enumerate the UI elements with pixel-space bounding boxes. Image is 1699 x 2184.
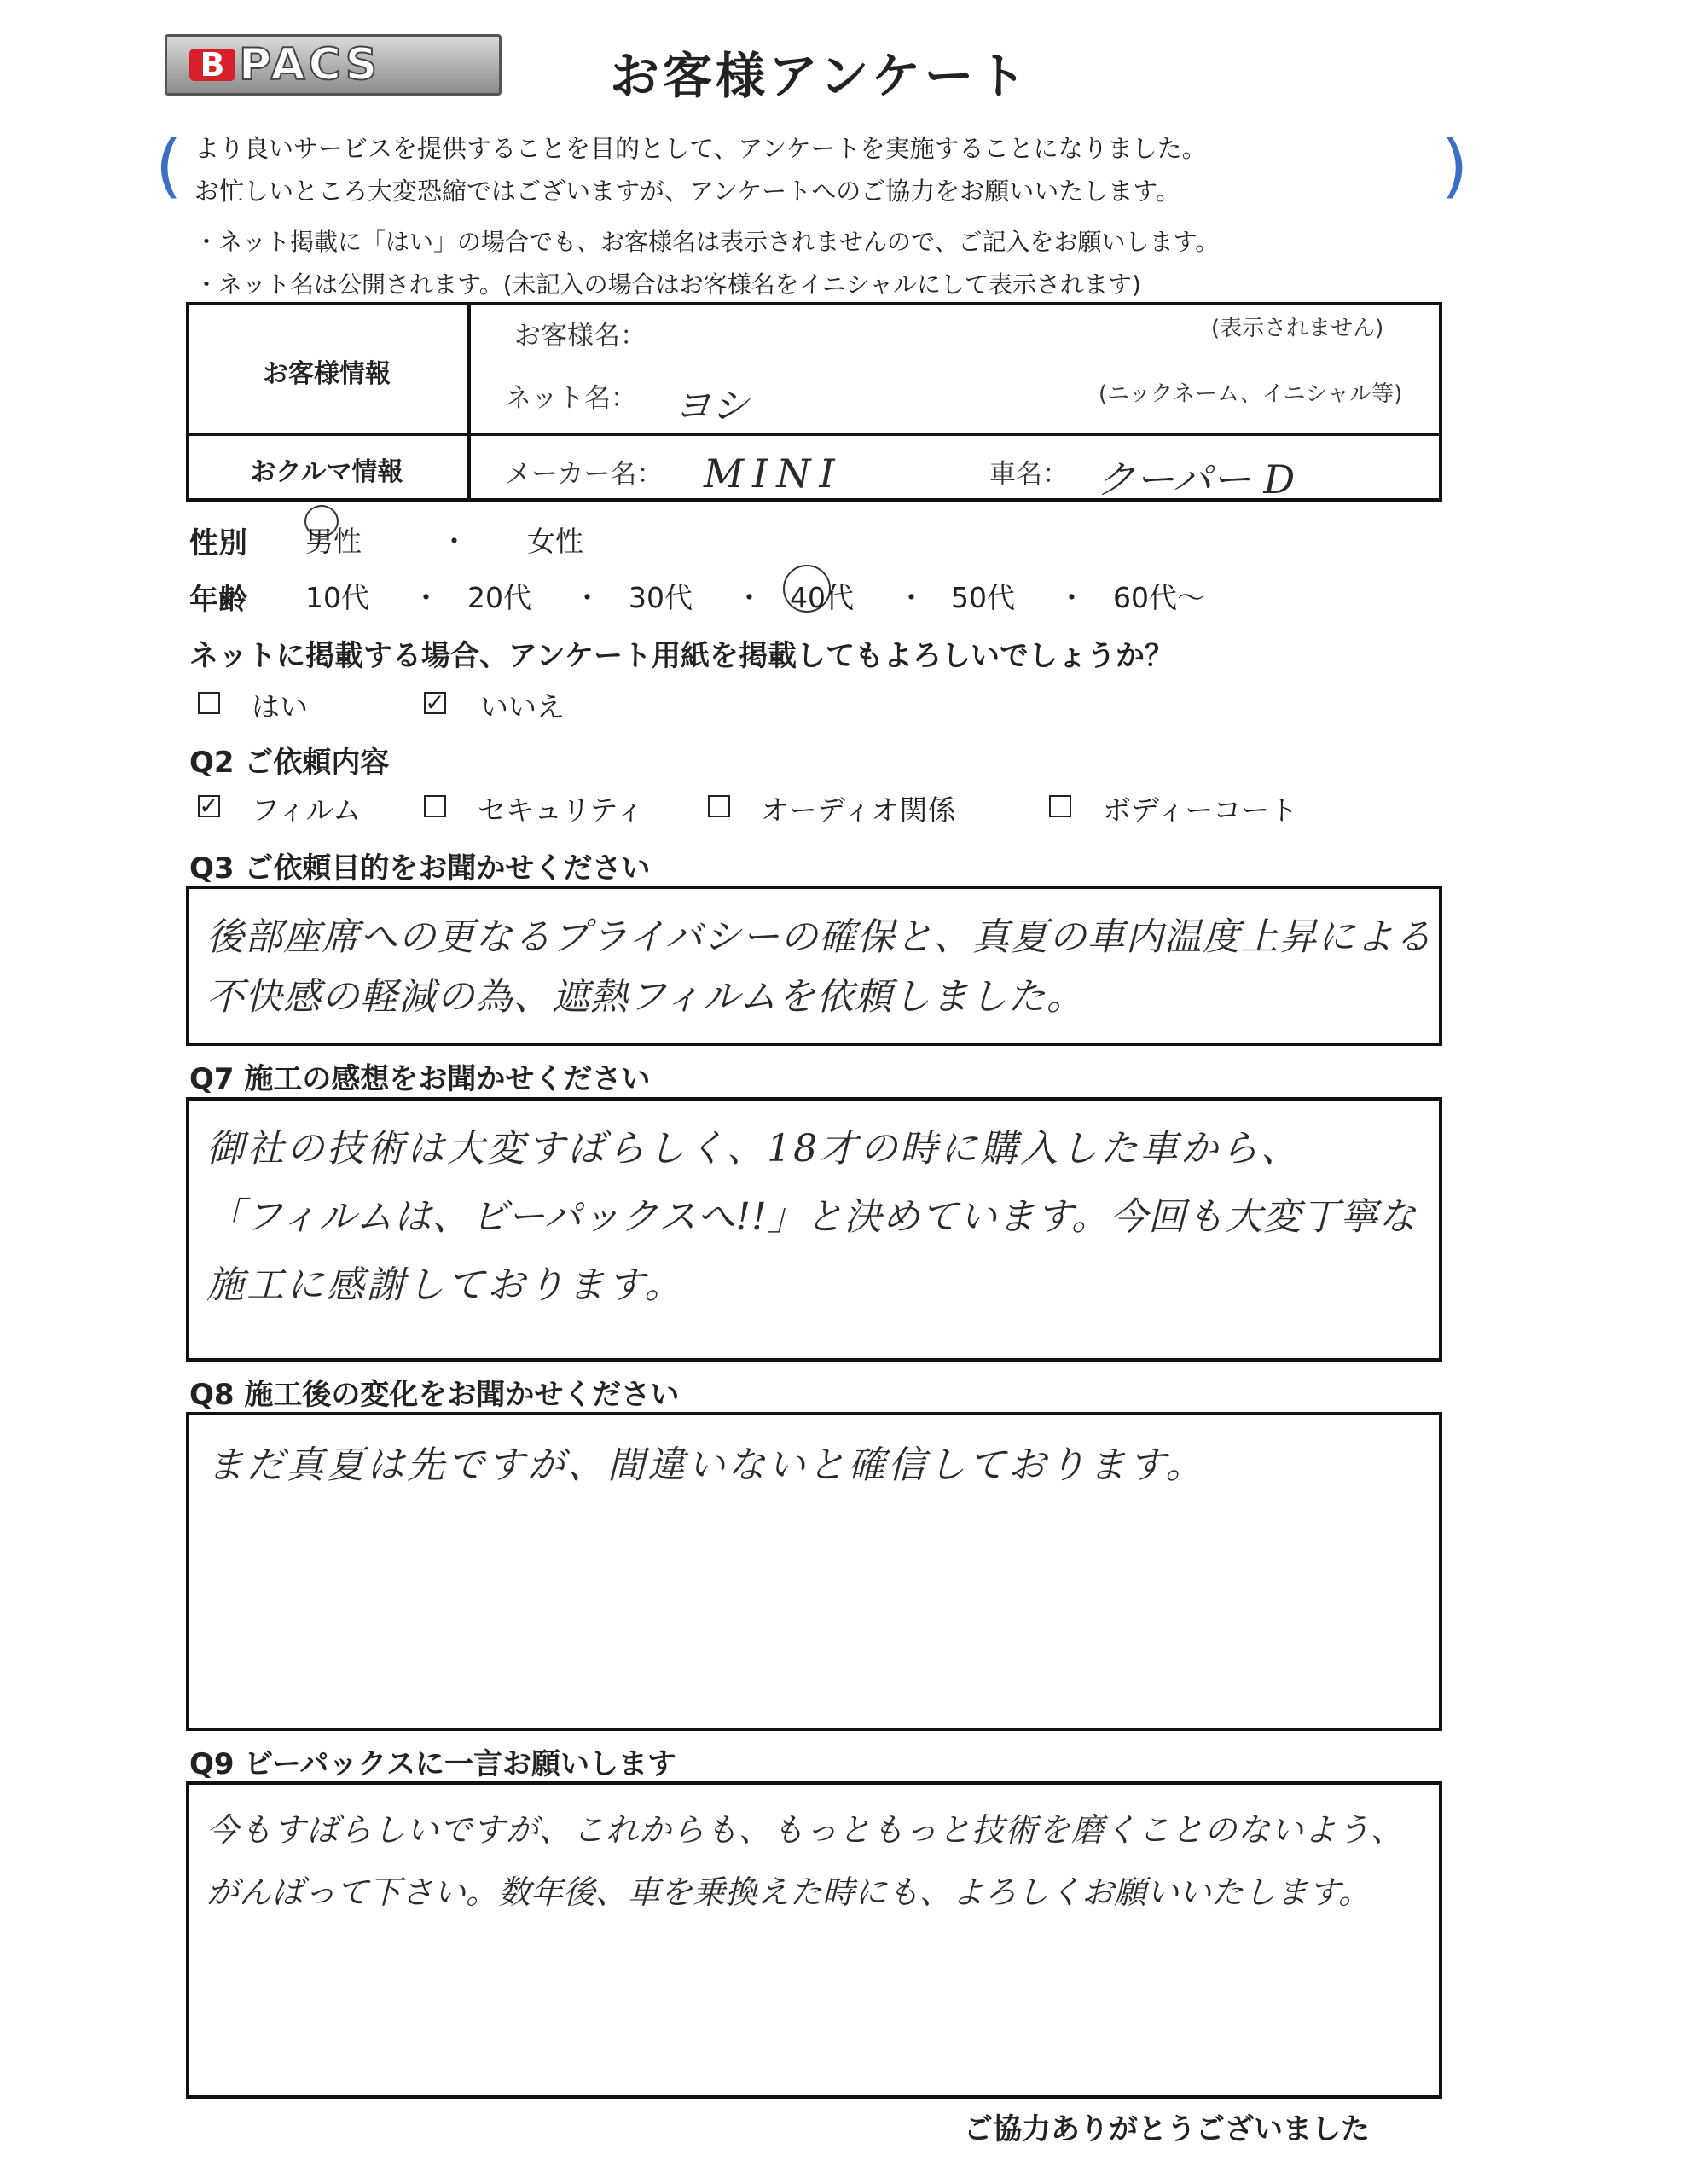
q2-bodycoat-label: ボディーコート bbox=[1103, 793, 1298, 827]
q2-audio-label: オーディオ関係 bbox=[761, 793, 956, 827]
q9-answer-line: がんばって下さい。数年後、車を乗換えた時にも、よろしくお願いいたします。 bbox=[206, 1873, 1371, 1911]
right-bracket-icon: ) bbox=[1441, 126, 1469, 206]
gender-option-female[interactable]: 女性 bbox=[527, 525, 583, 558]
net-name-note: (ニックネーム、イニシャル等) bbox=[1099, 381, 1403, 407]
logo-text: PACS bbox=[239, 39, 381, 90]
maker-label: メーカー名： bbox=[505, 459, 664, 490]
q3-answer-box[interactable] bbox=[186, 886, 1442, 1046]
q2-security-label: セキュリティ bbox=[478, 793, 644, 827]
publish-yes-label: はい bbox=[252, 690, 308, 723]
net-name-value[interactable]: ヨシ bbox=[674, 385, 749, 428]
q9-heading: Q9 ビーパックスに一言お願いします bbox=[189, 1747, 676, 1781]
gender-label: 性別 bbox=[189, 526, 247, 561]
age-separator: ・ bbox=[897, 581, 925, 614]
age-option-60s-plus[interactable]: 60代〜 bbox=[1113, 581, 1205, 614]
age-option-20s[interactable]: 20代 bbox=[467, 581, 531, 614]
intro-line-2: お忙しいところ大変恐縮ではございますが、アンケートへのご協力をお願いいたします。 bbox=[194, 177, 1180, 206]
q7-heading: Q7 施工の感想をお聞かせください bbox=[189, 1062, 651, 1096]
q2-security-checkbox[interactable] bbox=[424, 795, 446, 817]
gender-option-male[interactable]: 男性 bbox=[305, 525, 362, 558]
q2-audio-checkbox[interactable] bbox=[708, 795, 730, 817]
table-divider-vertical bbox=[467, 302, 471, 502]
age-option-30s[interactable]: 30代 bbox=[629, 581, 693, 614]
q3-heading: Q3 ご依頼目的をお聞かせください bbox=[189, 851, 651, 886]
q7-answer-line: 御社の技術は大変すばらしく、18才の時に購入した車から、 bbox=[206, 1127, 1302, 1170]
table-divider-horizontal bbox=[186, 433, 1442, 436]
left-bracket-icon: ( bbox=[155, 126, 183, 206]
q2-film-checkbox[interactable]: ✓ bbox=[199, 792, 219, 820]
q2-film-label: フィルム bbox=[252, 793, 362, 827]
age-separator: ・ bbox=[735, 581, 763, 614]
q3-answer-line: 不快感の軽減の為、遮熱フィルムを依頼しました。 bbox=[206, 975, 1085, 1019]
gender-separator: ・ bbox=[440, 525, 468, 558]
publish-question: ネットに掲載する場合、アンケート用紙を掲載してもよろしいでしょうか？ bbox=[189, 639, 1174, 673]
intro-line-1: より良いサービスを提供することを目的として、アンケートを実施することになりました。 bbox=[194, 134, 1207, 163]
net-name-label: ネット名： bbox=[505, 383, 637, 414]
bpacs-logo bbox=[165, 34, 502, 96]
q2-bodycoat-checkbox[interactable] bbox=[1049, 795, 1071, 817]
customer-info-label: お客様情報 bbox=[263, 359, 391, 389]
customer-name-label: お客様名： bbox=[514, 321, 647, 351]
note-1: ・ネット掲載に「はい」の場合でも、お客様名は表示されませんので、ご記入をお願いします。 bbox=[194, 228, 1220, 256]
q8-answer-box[interactable] bbox=[186, 1412, 1442, 1731]
car-info-label: おクルマ情報 bbox=[250, 457, 403, 487]
q9-answer-box[interactable] bbox=[186, 1781, 1442, 2099]
q7-answer-line: 施工に感謝しております。 bbox=[206, 1263, 685, 1307]
q9-answer-line: 今もすばらしいですが、これからも、もっともっと技術を磨くことのないよう、 bbox=[206, 1811, 1405, 1849]
age-option-50s[interactable]: 50代 bbox=[951, 581, 1015, 614]
q7-answer-line: 「フィルムは、ビーパックスへ!!」と決めています。今回も大変丁寧な bbox=[206, 1195, 1418, 1239]
age-separator: ・ bbox=[1058, 581, 1086, 614]
publish-no-label: いいえ bbox=[480, 690, 565, 723]
age-separator: ・ bbox=[573, 581, 601, 614]
thanks-message: ご協力ありがとうございました bbox=[964, 2112, 1370, 2146]
age-option-40s[interactable]: 40代 bbox=[790, 581, 854, 614]
page-title: お客様アンケート bbox=[610, 47, 1030, 105]
q3-answer-line: 後部座席への更なるプライバシーの確保と、真夏の車内温度上昇による bbox=[206, 915, 1433, 959]
q8-heading: Q8 施工後の変化をお聞かせください bbox=[189, 1378, 680, 1412]
q2-heading: Q2 ご依頼内容 bbox=[189, 746, 390, 780]
publish-yes-checkbox[interactable] bbox=[198, 692, 220, 714]
age-label: 年齢 bbox=[189, 583, 247, 617]
q8-answer-line: まだ真夏は先ですが、間違いないと確信しております。 bbox=[206, 1443, 1206, 1487]
age-option-10s[interactable]: 10代 bbox=[305, 581, 369, 614]
publish-no-checkbox[interactable]: ✓ bbox=[425, 688, 445, 717]
customer-name-note: (表示されません) bbox=[1211, 316, 1384, 341]
car-name-value[interactable]: クーパー D bbox=[1096, 456, 1296, 502]
age-separator: ・ bbox=[412, 581, 440, 614]
maker-value[interactable]: MINI bbox=[704, 450, 844, 497]
note-2: ・ネット名は公開されます。(未記入の場合はお客様名をイニシャルにして表示されます) bbox=[194, 270, 1141, 299]
logo-mark: B bbox=[189, 49, 235, 81]
q7-answer-box[interactable] bbox=[186, 1097, 1442, 1362]
car-name-label: 車名： bbox=[989, 459, 1069, 490]
